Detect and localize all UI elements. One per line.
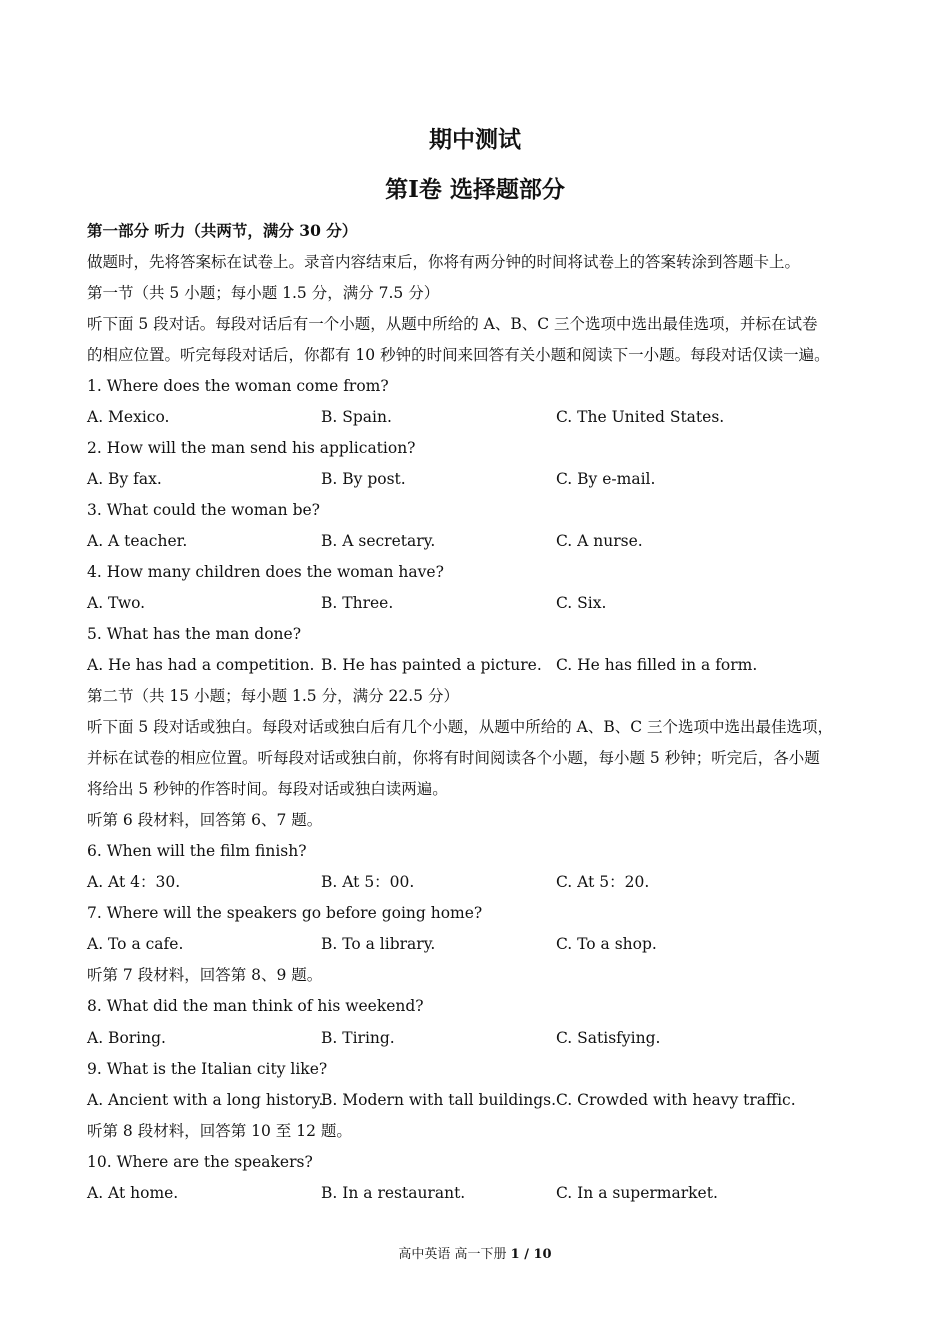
- option-c: C. To a shop.: [556, 935, 657, 953]
- question-text: 7. Where will the speakers go before going home?: [87, 904, 483, 922]
- option-c: C. By e-mail.: [556, 470, 656, 488]
- question-text: 1. Where does the woman come from?: [87, 377, 389, 395]
- option-b: B. Three.: [321, 594, 394, 612]
- footer-page-current: 1: [510, 1247, 520, 1262]
- section2-instruction-line: 并标在试卷的相应位置。听每段对话或独白前，你将有时间阅读各个小题，每小题 5 秒钟；听完后，各小题: [87, 749, 820, 767]
- footer-course-label: 高中英语 高一下册: [398, 1247, 511, 1262]
- part1-heading: 第一部分 听力（共两节，满分 30 分）: [87, 221, 358, 240]
- option-a: A. By fax.: [87, 470, 162, 488]
- question-text: 3. What could the woman be?: [87, 501, 320, 519]
- option-a: A. Two.: [87, 594, 146, 612]
- page-title: 期中测试: [429, 126, 521, 153]
- section1-instruction-line: 的相应位置。听完每段对话后，你都有 10 秒钟的时间来回答有关小题和阅读下一小题。每段对话仅读一遍。: [87, 346, 830, 364]
- option-c: C. At 5：20.: [556, 873, 650, 891]
- question-text: 4. How many children does the woman have?: [87, 563, 444, 581]
- option-c: C. Satisfying.: [556, 1029, 661, 1047]
- question-text: 10. Where are the speakers?: [87, 1153, 313, 1171]
- section2-heading: 第二节（共 15 小题；每小题 1.5 分，满分 22.5 分）: [87, 687, 459, 705]
- option-b: B. To a library.: [321, 935, 436, 953]
- section1-heading: 第一节（共 5 小题；每小题 1.5 分，满分 7.5 分）: [87, 284, 440, 302]
- page-subtitle: 第Ⅰ卷 选择题部分: [385, 176, 565, 203]
- section2-instruction-line: 将给出 5 秒钟的作答时间。每段对话或独白读两遍。: [87, 780, 448, 798]
- material-heading: 听第 6 段材料，回答第 6、7 题。: [87, 811, 323, 829]
- part1-instruction: 做题时，先将答案标在试卷上。录音内容结束后，你将有两分钟的时间将试卷上的答案转涂到答题卡上。: [87, 253, 801, 271]
- option-c: C. A nurse.: [556, 532, 643, 550]
- option-b: B. In a restaurant.: [321, 1184, 466, 1202]
- option-a: A. Mexico.: [87, 408, 170, 426]
- option-b: B. Tiring.: [321, 1029, 395, 1047]
- material-heading: 听第 8 段材料，回答第 10 至 12 题。: [87, 1122, 352, 1140]
- option-c: C. The United States.: [556, 408, 725, 426]
- question-text: 2. How will the man send his application?: [87, 439, 416, 457]
- option-a: A. Ancient with a long history.: [87, 1091, 324, 1109]
- option-a: A. Boring.: [87, 1029, 166, 1047]
- option-c: C. He has filled in a form.: [556, 656, 758, 674]
- option-a: A. A teacher.: [87, 532, 188, 550]
- question-text: 5. What has the man done?: [87, 625, 302, 643]
- footer-page-separator: /: [519, 1247, 534, 1262]
- page-footer: [0, 1246, 950, 1264]
- question-text: 6. When will the film finish?: [87, 842, 307, 860]
- footer-page-total: 10: [533, 1247, 552, 1262]
- option-b: B. He has painted a picture.: [321, 656, 542, 674]
- option-b: B. A secretary.: [321, 532, 436, 550]
- option-b: B. Modern with tall buildings.: [321, 1091, 557, 1109]
- question-text: 9. What is the Italian city like?: [87, 1060, 328, 1078]
- option-a: A. To a cafe.: [87, 935, 184, 953]
- material-heading: 听第 7 段材料，回答第 8、9 题。: [87, 966, 323, 984]
- option-a: A. At home.: [87, 1184, 179, 1202]
- option-a: A. He has had a competition.: [87, 656, 315, 674]
- section2-instruction-line: 听下面 5 段对话或独白。每段对话或独白后有几个小题，从题中所给的 A、B、C 三个选项中选出最佳选项，: [87, 718, 834, 736]
- option-c: C. Crowded with heavy traffic.: [556, 1091, 796, 1109]
- section1-instruction-line: 听下面 5 段对话。每段对话后有一个小题，从题中所给的 A、B、C 三个选项中选出最佳选项，并标在试卷: [87, 315, 818, 333]
- option-c: C. In a supermarket.: [556, 1184, 718, 1202]
- option-b: B. By post.: [321, 470, 406, 488]
- question-text: 8. What did the man think of his weekend?: [87, 997, 424, 1015]
- option-c: C. Six.: [556, 594, 607, 612]
- option-a: A. At 4：30.: [87, 873, 181, 891]
- option-b: B. At 5：00.: [321, 873, 415, 891]
- option-b: B. Spain.: [321, 408, 392, 426]
